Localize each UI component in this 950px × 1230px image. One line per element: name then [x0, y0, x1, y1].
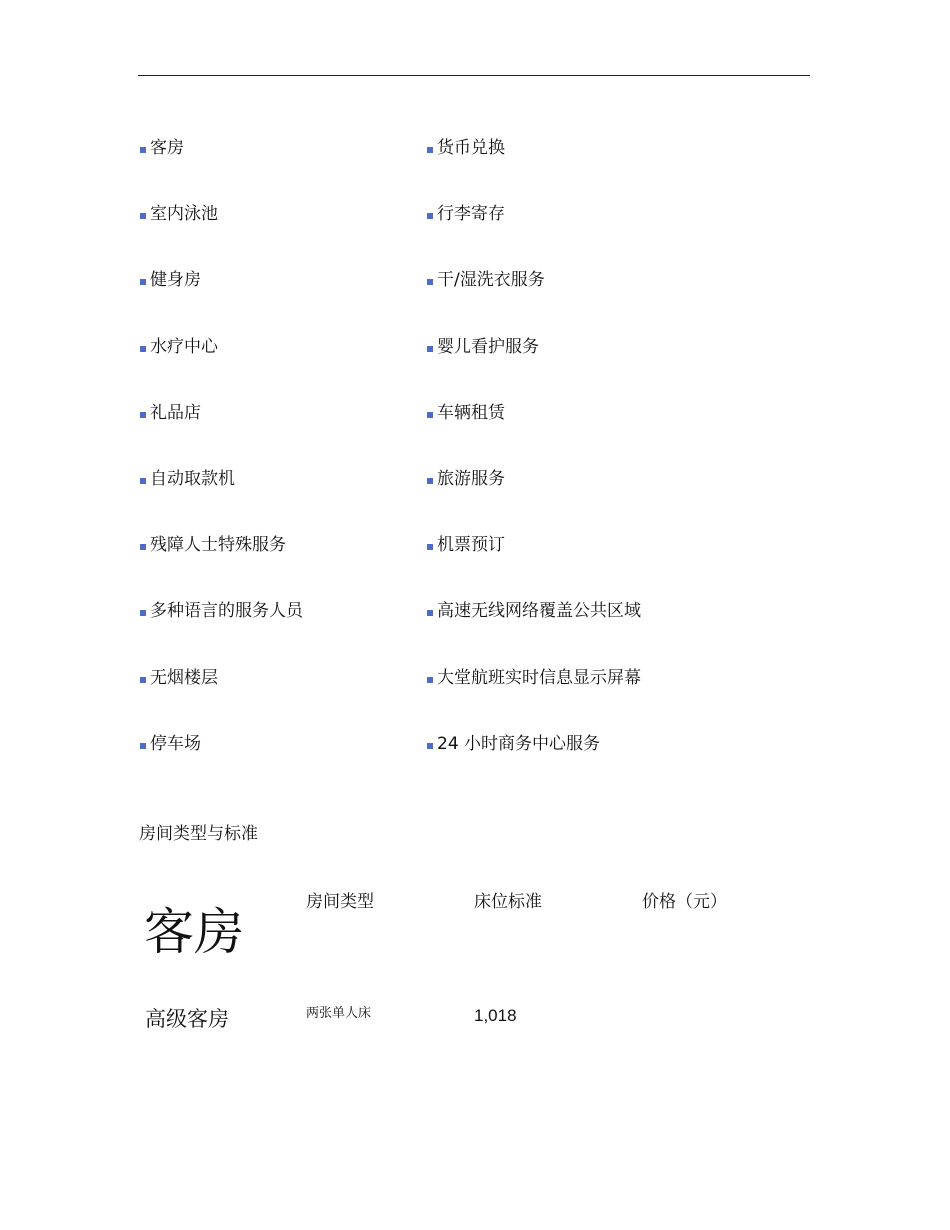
- facility-item: [427, 599, 760, 665]
- facilities-list: [140, 136, 760, 798]
- room-bed: 两张单人床: [306, 1006, 372, 1021]
- room-category-title: 客房: [144, 903, 244, 961]
- square-bullet-icon: [140, 610, 146, 616]
- facility-item: [427, 533, 760, 599]
- header-room-type: 房间类型: [306, 892, 374, 912]
- square-bullet-icon: [427, 346, 433, 352]
- facility-label: 婴儿看护服务: [437, 336, 539, 357]
- header-price: 价格（元）: [642, 892, 727, 912]
- section-title: 房间类型与标准: [139, 824, 258, 844]
- square-bullet-icon: [140, 147, 146, 153]
- facility-label: 室内泳池: [150, 204, 218, 225]
- facility-label: 自动取款机: [150, 468, 235, 489]
- facility-label: 旅游服务: [437, 468, 505, 489]
- square-bullet-icon: [427, 213, 433, 219]
- facility-label: 礼品店: [150, 402, 201, 423]
- facility-item: [140, 467, 427, 533]
- square-bullet-icon: [427, 147, 433, 153]
- facility-item: [140, 268, 427, 334]
- facility-label: 机票预订: [437, 535, 505, 556]
- square-bullet-icon: [140, 544, 146, 550]
- square-bullet-icon: [140, 213, 146, 219]
- facility-item: [427, 666, 760, 732]
- square-bullet-icon: [427, 412, 433, 418]
- facility-label: 车辆租赁: [437, 402, 505, 423]
- facility-label: 水疗中心: [150, 336, 218, 357]
- square-bullet-icon: [140, 279, 146, 285]
- facility-item: [427, 401, 760, 467]
- square-bullet-icon: [427, 743, 433, 749]
- top-divider: [138, 75, 810, 76]
- square-bullet-icon: [427, 478, 433, 484]
- facility-item: [140, 599, 427, 665]
- square-bullet-icon: [427, 610, 433, 616]
- facility-label: 停车场: [150, 733, 201, 754]
- facility-label: 健身房: [150, 270, 201, 291]
- facility-label: 客房: [150, 138, 184, 158]
- square-bullet-icon: [427, 544, 433, 550]
- square-bullet-icon: [140, 346, 146, 352]
- facility-item: [427, 732, 760, 798]
- facility-label: 行李寄存: [437, 204, 505, 225]
- square-bullet-icon: [140, 412, 146, 418]
- facility-item: [427, 335, 760, 401]
- room-value: 1,018: [474, 1006, 517, 1025]
- facility-item: [140, 335, 427, 401]
- square-bullet-icon: [140, 478, 146, 484]
- facility-item: [427, 136, 760, 202]
- facility-item: [140, 401, 427, 467]
- square-bullet-icon: [140, 677, 146, 683]
- facility-label: 无烟楼层: [150, 667, 218, 688]
- facility-item: [140, 666, 427, 732]
- facility-item: [427, 202, 760, 268]
- facility-item: [140, 202, 427, 268]
- room-name: 高级客房: [145, 1007, 229, 1031]
- facility-label: 24 小时商务中心服务: [437, 733, 601, 754]
- facility-item: [427, 467, 760, 533]
- facility-label: 货币兑换: [437, 138, 505, 158]
- facility-item: [140, 533, 427, 599]
- facility-item: [140, 136, 427, 202]
- facility-label: 多种语言的服务人员: [150, 601, 303, 622]
- square-bullet-icon: [427, 279, 433, 285]
- square-bullet-icon: [427, 677, 433, 683]
- square-bullet-icon: [140, 743, 146, 749]
- facility-item: [427, 268, 760, 334]
- header-bed-standard: 床位标准: [474, 892, 542, 912]
- facility-label: 大堂航班实时信息显示屏幕: [437, 667, 641, 688]
- facility-label: 高速无线网络覆盖公共区域: [437, 601, 641, 622]
- facility-item: [140, 732, 427, 798]
- facility-label: 干/湿洗衣服务: [437, 270, 545, 291]
- facility-label: 残障人士特殊服务: [150, 535, 286, 556]
